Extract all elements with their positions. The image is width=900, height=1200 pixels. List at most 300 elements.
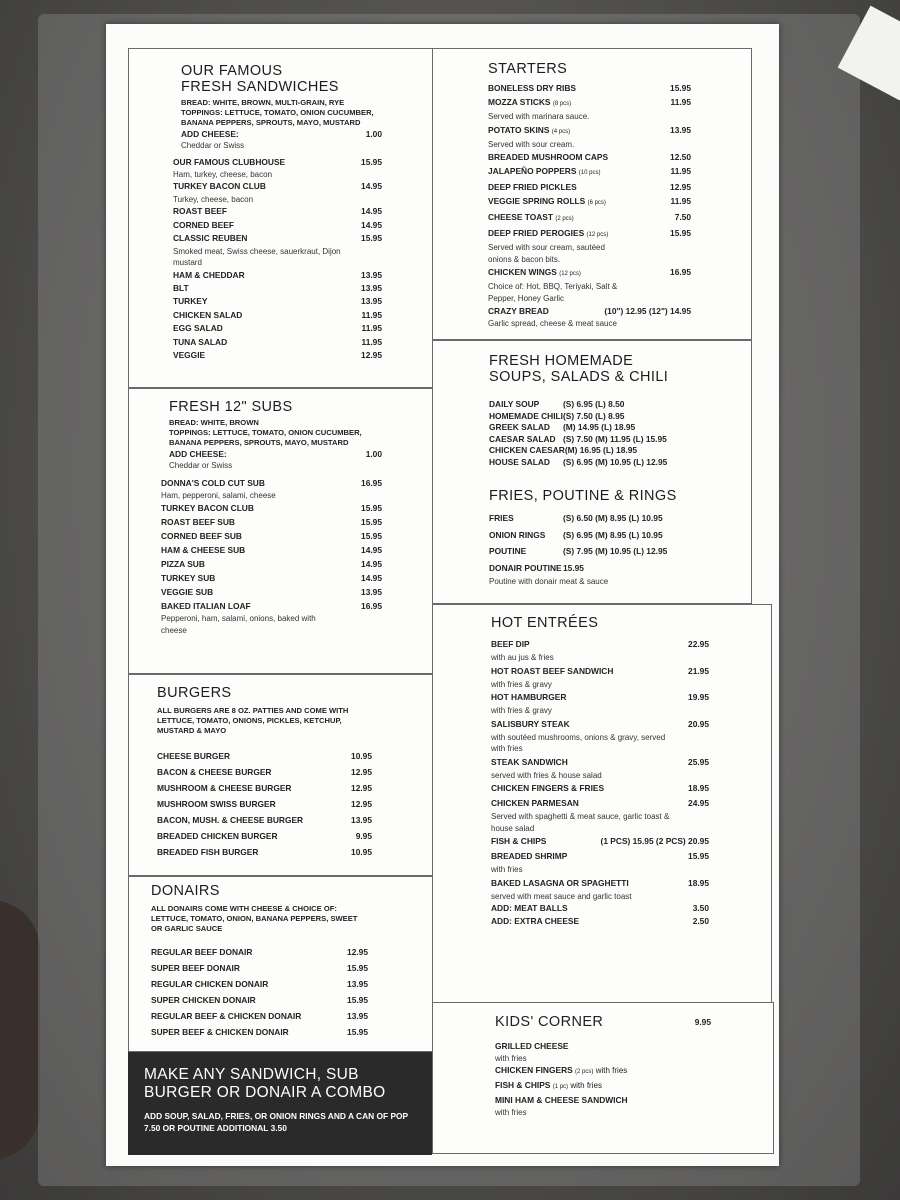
- item-name: [491, 637, 688, 652]
- item-price: (M) 16.95 (L) 18.95: [564, 445, 638, 455]
- item-name-text: BACON & CHEESE BURGER: [157, 767, 272, 777]
- item-name: [491, 755, 688, 770]
- item-price: 14.95: [361, 219, 382, 230]
- menu-item: [173, 322, 382, 335]
- item-price: 12.95: [361, 349, 382, 360]
- item-name: [161, 557, 361, 571]
- sandwiches-breads: BREAD: WHITE, BROWN, MULTI-GRAIN, RYE: [181, 98, 345, 107]
- item-name: [173, 309, 362, 322]
- item-name-text: CLASSIC REUBEN: [173, 233, 248, 244]
- menu-item: [161, 557, 382, 571]
- section-kids: [432, 1002, 774, 1154]
- item-price: 24.95: [688, 798, 709, 808]
- subs-list: [161, 476, 382, 637]
- item-name: [489, 543, 563, 560]
- menu-item: [488, 265, 691, 281]
- menu-item: [488, 150, 691, 164]
- item-qty: (4 pcs): [551, 128, 571, 135]
- menu-item: [173, 295, 382, 308]
- item-name: [491, 781, 688, 796]
- item-name: [488, 164, 671, 180]
- item-desc: with fries: [495, 1053, 527, 1063]
- item-qty: (2 pcs): [555, 216, 574, 222]
- item-name-text: ONION RINGS: [489, 529, 546, 540]
- menu-item: [491, 637, 709, 652]
- item-name: [491, 690, 688, 705]
- item-price: 11.95: [670, 166, 691, 176]
- item-price: 12.95: [347, 947, 368, 957]
- menu-item: [491, 834, 709, 849]
- menu-item: [173, 282, 382, 295]
- item-price: (S) 7.50 (M) 11.95 (L) 15.95: [563, 433, 667, 444]
- item-price: (S) 6.95 (L) 8.50: [563, 399, 625, 409]
- item-price: 13.95: [361, 296, 382, 307]
- kids-price: 9.95: [694, 1017, 711, 1027]
- item-name-text: CAESAR SALAD: [489, 433, 556, 444]
- item-name: [491, 717, 688, 732]
- item-price: 14.95: [361, 559, 382, 569]
- menu-item: [491, 755, 709, 770]
- fries-title: FRIES, POUTINE & RINGS: [489, 488, 677, 504]
- item-price: 13.95: [361, 269, 382, 280]
- item-price: 14.95: [361, 181, 382, 192]
- donairs-note: ALL DONAIRS COME WITH CHEESE & CHOICE OF: LETTUCE, TOMATO, ONION, BANANA PEPPERS, SWEET OR GARLIC SAUCE: [151, 904, 358, 933]
- menu-item: [488, 210, 691, 226]
- section-entrees: [432, 604, 772, 1004]
- menu-item: [151, 976, 368, 992]
- item-name: [173, 205, 361, 218]
- item-tail: with fries: [595, 1066, 628, 1075]
- menu-item: [161, 571, 382, 585]
- menu-item: [157, 812, 372, 828]
- burgers-title: BURGERS: [157, 685, 232, 701]
- item-name-text: BONELESS DRY RIBS: [488, 83, 576, 93]
- item-desc: Served with spaghetti & meat sauce, garlic toast & house salad: [491, 812, 670, 833]
- item-name: [161, 501, 361, 515]
- item-name: [151, 1008, 347, 1024]
- subs-title: FRESH 12" SUBS: [169, 399, 293, 415]
- item-desc: with fries & gravy: [491, 679, 552, 689]
- item-qty: (12 pcs): [559, 271, 581, 277]
- item-name: [173, 156, 361, 169]
- item-price: 11.95: [670, 196, 691, 206]
- menu-item: [161, 585, 382, 599]
- kids-title: KIDS' CORNER: [495, 1014, 604, 1030]
- menu-item: [161, 501, 382, 515]
- item-name-text: CORNED BEEF SUB: [161, 531, 242, 541]
- item-name: [488, 265, 670, 281]
- item-name-text: FRIES: [489, 513, 514, 523]
- item-qty: (12 pcs): [586, 232, 609, 238]
- menu-item: [488, 164, 691, 180]
- item-price: 12.95: [670, 182, 691, 192]
- item-price: 12.95: [351, 783, 372, 793]
- menu-item: [488, 81, 691, 95]
- sandwiches-add-cheese-desc: Cheddar or Swiss: [181, 141, 245, 150]
- item-name-text: VEGGIE SUB: [161, 587, 214, 597]
- item-name: [173, 322, 362, 335]
- item-name: [157, 764, 351, 780]
- item-name-text: TURKEY: [173, 296, 208, 307]
- item-name: [161, 476, 361, 490]
- item-price: 2.50: [692, 916, 709, 926]
- item-price: 15.95: [361, 233, 382, 244]
- menu-item: [157, 780, 372, 796]
- arm-background: [0, 900, 40, 1160]
- item-name: [173, 349, 361, 362]
- menu-item: [157, 844, 372, 860]
- item-price: 15.95: [347, 1027, 368, 1037]
- item-name-text: ROAST BEEF: [173, 206, 227, 217]
- item-name-text: SUPER BEEF DONAIR: [151, 963, 240, 973]
- item-name-text: FISH & CHIPS: [495, 1080, 551, 1090]
- donairs-title: DONAIRS: [151, 883, 220, 899]
- item-name: [489, 457, 563, 469]
- menu-item: [151, 1008, 368, 1024]
- menu-item: [489, 510, 691, 527]
- item-name: [151, 944, 347, 960]
- item-name: [173, 219, 361, 232]
- menu-item: [489, 457, 691, 469]
- item-name-text: BREADED FISH BURGER: [157, 847, 259, 857]
- item-name-text: BREADED SHRIMP: [491, 851, 568, 861]
- item-name-text: REGULAR CHICKEN DONAIR: [151, 979, 269, 989]
- menu-item: [173, 156, 382, 169]
- combo-banner: [128, 1052, 432, 1155]
- item-name-text: MUSHROOM & CHEESE BURGER: [157, 783, 292, 793]
- menu-item: [161, 529, 382, 543]
- item-price: 13.95: [361, 587, 382, 597]
- menu-item: [488, 226, 691, 242]
- item-price: 12.95: [351, 767, 372, 777]
- item-name-text: HOT ROAST BEEF SANDWICH: [491, 665, 614, 676]
- menu-item: [491, 796, 709, 811]
- kids-header: [495, 1015, 711, 1030]
- item-price: 10.95: [351, 751, 372, 761]
- menu-item: [173, 309, 382, 322]
- item-desc: served with fries & house salad: [491, 770, 602, 780]
- menu-item: [489, 411, 691, 423]
- item-price: 18.95: [688, 877, 709, 888]
- item-name: [491, 876, 688, 891]
- menu-item: [491, 664, 709, 679]
- item-desc: Served with sour cream.: [488, 139, 575, 149]
- item-price: 16.95: [670, 267, 691, 277]
- subs-breads: BREAD: WHITE, BROWN: [169, 418, 259, 427]
- item-name-text: MOZZA STICKS: [488, 97, 551, 107]
- menu-item: [173, 219, 382, 232]
- item-price: 15.95: [361, 517, 382, 527]
- item-desc: with fries & gravy: [491, 706, 552, 715]
- item-name: [495, 1064, 711, 1079]
- item-price: 11.95: [361, 323, 382, 334]
- item-name: [489, 411, 563, 423]
- menu-item: [491, 690, 709, 705]
- item-name-text: CHEESE BURGER: [157, 751, 231, 761]
- sandwiches-title-1: OUR FAMOUS: [181, 63, 283, 79]
- item-name: [488, 81, 670, 95]
- section-starters: [432, 48, 752, 340]
- item-name-text: CHICKEN FINGERS & FRIES: [491, 783, 605, 793]
- subs-toppings: TOPPINGS: LETTUCE, TOMATO, ONION CUCUMBER, BANANA PEPPERS, SPROUTS, MAYO, MUSTARD: [169, 428, 362, 447]
- item-name: [173, 180, 361, 193]
- item-name-text: GRILLED CHEESE: [495, 1040, 569, 1051]
- item-name-text: HOT HAMBURGER: [491, 692, 567, 702]
- item-name-text: REGULAR BEEF & CHICKEN DONAIR: [151, 1011, 302, 1021]
- item-name: [173, 282, 361, 295]
- section-subs: [128, 388, 433, 674]
- menu-item: [489, 560, 691, 577]
- item-name-text: DONAIR POUTINE: [489, 562, 562, 573]
- menu-item: [495, 1094, 711, 1107]
- item-price: 9.95: [355, 831, 372, 841]
- menu-item: [173, 336, 382, 349]
- item-name: [488, 180, 670, 194]
- item-name-text: REGULAR BEEF DONAIR: [151, 947, 253, 957]
- item-desc: Garlic spread, cheese & meat sauce: [488, 319, 617, 328]
- menu-item: [173, 180, 382, 193]
- item-name: [491, 796, 688, 811]
- item-name-text: BREADED MUSHROOM CAPS: [488, 152, 609, 162]
- item-name: [161, 543, 361, 557]
- item-name: [489, 399, 563, 411]
- menu-item: [151, 1024, 368, 1040]
- kids-list: [495, 1040, 711, 1119]
- sandwiches-add-cheese: ADD CHEESE: 1.00: [181, 129, 382, 139]
- item-qty: (2 pcs): [575, 1069, 594, 1075]
- item-name: [161, 515, 361, 529]
- menu-item: [488, 194, 691, 210]
- menu-item: [489, 543, 691, 560]
- item-price: 14.95: [361, 573, 382, 583]
- burgers-note: ALL BURGERS ARE 8 OZ. PATTIES AND COME WITH LETTUCE, TOMATO, ONIONS, PICKLES, KETCHUP, MUSTARD & MAYO: [157, 706, 349, 735]
- item-name-text: BAKED LASAGNA OR SPAGHETTI: [491, 877, 629, 888]
- item-price: 15.95: [347, 995, 368, 1005]
- menu-item: [161, 543, 382, 557]
- item-name-text: SUPER BEEF & CHICKEN DONAIR: [151, 1027, 289, 1037]
- item-price: 15.95: [563, 562, 584, 573]
- item-name: [491, 849, 688, 864]
- item-price: 10.95: [351, 847, 372, 857]
- menu-item: [488, 123, 691, 139]
- item-name-text: CHICKEN SALAD: [173, 309, 243, 320]
- item-name-text: VEGGIE SPRING ROLLS: [488, 196, 586, 206]
- item-name: [157, 828, 356, 844]
- item-price: (10") 12.95 (12") 14.95: [604, 306, 691, 316]
- item-name-text: TURKEY SUB: [161, 573, 216, 583]
- menu-item: [157, 764, 372, 780]
- menu-item: [488, 95, 691, 111]
- donairs-list: [151, 944, 368, 1040]
- item-price: 15.95: [361, 531, 382, 541]
- item-name: [157, 748, 351, 764]
- item-name: [151, 960, 347, 976]
- soups-title-1: FRESH HOMEMADE: [489, 353, 634, 369]
- menu-item: [491, 876, 709, 891]
- item-name-text: BREADED CHICKEN BURGER: [157, 831, 278, 841]
- item-price: 15.95: [670, 228, 691, 238]
- menu-item: [173, 205, 382, 218]
- combo-text: ADD SOUP, SALAD, FRIES, OR ONION RINGS AND A CAN OF POP 7.50 OR POUTINE ADDITIONAL 3.50: [144, 1111, 408, 1133]
- sandwich-list: [173, 156, 382, 363]
- item-price: (S) 7.95 (M) 10.95 (L) 12.95: [563, 546, 668, 556]
- item-price: 20.95: [688, 718, 709, 729]
- item-name: [489, 422, 563, 434]
- item-name-text: CHEESE TOAST: [488, 212, 553, 222]
- item-price: 13.95: [347, 1011, 368, 1021]
- item-desc: Ham, pepperoni, salami, cheese: [161, 490, 276, 500]
- item-name-text: OUR FAMOUS CLUBHOUSE: [173, 156, 286, 167]
- item-price: (1 PCS) 15.95 (2 PCS) 20.95: [600, 836, 709, 846]
- item-price: 22.95: [688, 639, 709, 649]
- item-name: [488, 210, 675, 226]
- menu-item: [151, 944, 368, 960]
- menu-item: [161, 515, 382, 529]
- item-name-text: CHICKEN FINGERS: [495, 1065, 573, 1075]
- item-price: (S) 7.50 (L) 8.95: [563, 410, 625, 421]
- item-price: 18.95: [688, 783, 709, 793]
- item-name: [151, 976, 347, 992]
- item-price: (S) 6.50 (M) 8.95 (L) 10.95: [563, 513, 663, 523]
- menu-item: [157, 748, 372, 764]
- item-name-text: HOUSE SALAD: [489, 456, 550, 467]
- item-name: [491, 664, 688, 679]
- item-price: 15.95: [347, 963, 368, 973]
- item-name-text: BACON, MUSH. & CHEESE BURGER: [157, 815, 304, 825]
- entrees-list: [491, 637, 709, 928]
- item-name-text: CHICKEN WINGS: [488, 267, 557, 277]
- item-price: 11.95: [670, 97, 691, 107]
- menu-item: [491, 902, 709, 915]
- item-name: [491, 834, 601, 849]
- sandwiches-title-2: FRESH SANDWICHES: [181, 79, 339, 95]
- item-price: 11.95: [361, 309, 382, 320]
- item-price: 7.50: [674, 212, 691, 222]
- section-soups: [432, 340, 752, 604]
- menu-item: [173, 232, 382, 245]
- item-qty: (8 pcs): [552, 101, 572, 107]
- burgers-list: [157, 748, 372, 860]
- item-desc: Turkey, cheese, bacon: [173, 194, 254, 204]
- item-price: 11.95: [361, 336, 382, 347]
- item-name-text: TURKEY BACON CLUB: [173, 181, 266, 192]
- item-name-text: CORNED BEEF: [173, 219, 234, 230]
- menu-item: [489, 434, 691, 446]
- item-name-text: POUTINE: [489, 546, 527, 556]
- item-name: [489, 527, 563, 544]
- item-name-text: DAILY SOUP: [489, 399, 540, 409]
- item-name-text: BEEF DIP: [491, 639, 530, 649]
- item-name: [151, 992, 347, 1008]
- item-name: [173, 336, 362, 349]
- item-desc: Poutine with donair meat & sauce: [489, 577, 609, 586]
- item-price: 13.95: [347, 979, 368, 989]
- item-name: [488, 226, 670, 242]
- item-name-text: MUSHROOM SWISS BURGER: [157, 799, 276, 809]
- menu-item: [495, 1079, 711, 1094]
- item-name-text: PIZZA SUB: [161, 559, 205, 569]
- item-name: [151, 1024, 347, 1040]
- item-name: [488, 123, 670, 139]
- menu-item: [157, 796, 372, 812]
- item-price: 16.95: [361, 601, 382, 611]
- item-price: 21.95: [688, 665, 709, 676]
- item-tail: with fries: [570, 1081, 602, 1090]
- item-name: [491, 915, 693, 928]
- menu-item: [488, 180, 691, 194]
- item-desc: Ham, turkey, cheese, bacon: [173, 169, 273, 179]
- menu-item: [151, 960, 368, 976]
- item-name: [161, 529, 361, 543]
- subs-add-cheese-desc: Cheddar or Swiss: [169, 461, 233, 470]
- item-price: 15.95: [361, 156, 382, 167]
- menu-item: [495, 1040, 711, 1053]
- item-name-text: CHICKEN PARMESAN: [491, 798, 579, 808]
- item-price: 25.95: [688, 756, 709, 767]
- item-name: [161, 599, 361, 613]
- soups-title-2: SOUPS, SALADS & CHILI: [489, 369, 669, 385]
- item-name: [489, 434, 563, 446]
- item-name-text: ADD: EXTRA CHEESE: [491, 916, 580, 926]
- item-name: [489, 510, 563, 527]
- item-name: [173, 295, 361, 308]
- item-name-text: ADD: MEAT BALLS: [491, 903, 568, 913]
- item-price: 12.50: [670, 152, 691, 162]
- item-name-text: SALISBURY STEAK: [491, 718, 570, 729]
- item-name-text: BLT: [173, 282, 189, 293]
- item-name: [488, 304, 604, 318]
- item-name-text: HAM & CHEDDAR: [173, 269, 245, 280]
- soups-list: [489, 399, 691, 468]
- item-price: 13.95: [351, 815, 372, 825]
- item-name: [495, 1094, 711, 1107]
- menu-item: [495, 1064, 711, 1079]
- item-price: 14.95: [361, 206, 382, 217]
- item-desc: served with meat sauce and garlic toast: [491, 891, 632, 901]
- item-name-text: POTATO SKINS: [488, 124, 550, 135]
- item-qty: (6 pcs): [587, 200, 606, 206]
- item-price: (S) 6.95 (M) 8.95 (L) 10.95: [563, 529, 663, 540]
- starters-title: STARTERS: [488, 61, 568, 77]
- item-desc: Smoked meat, Swiss cheese, sauerkraut, Dijon mustard: [173, 246, 341, 268]
- item-name-text: CRAZY BREAD: [488, 306, 549, 316]
- item-price: 16.95: [361, 477, 382, 488]
- item-name-text: TURKEY BACON CLUB: [161, 503, 254, 513]
- entrees-title: HOT ENTRÉES: [491, 615, 599, 631]
- item-name-text: TUNA SALAD: [173, 336, 228, 347]
- item-price: 13.95: [670, 124, 691, 135]
- menu-item: [157, 828, 372, 844]
- menu-item: [491, 781, 709, 796]
- item-name-text: FISH & CHIPS: [491, 836, 547, 846]
- item-desc: with fries: [495, 1108, 527, 1117]
- item-name-text: HAM & CHEESE SUB: [161, 545, 246, 555]
- item-name: [491, 902, 693, 915]
- item-desc: Choice of: Hot, BBQ, Teriyaki, Salt & Pepper, Honey Garlic: [488, 282, 618, 303]
- item-name: [488, 95, 671, 111]
- item-price: 12.95: [351, 799, 372, 809]
- item-qty: (10 pcs): [578, 170, 601, 176]
- menu-item: [151, 992, 368, 1008]
- menu-item: [489, 422, 691, 434]
- item-desc: with soutéed mushrooms, onions & gravy, served with fries: [491, 732, 666, 753]
- item-price: 15.95: [688, 851, 709, 861]
- menu-item: [161, 476, 382, 490]
- section-burgers: [128, 674, 433, 876]
- menu-item: [491, 915, 709, 928]
- item-name-text: MINI HAM & CHEESE SANDWICH: [495, 1095, 628, 1105]
- item-price: 19.95: [688, 692, 709, 702]
